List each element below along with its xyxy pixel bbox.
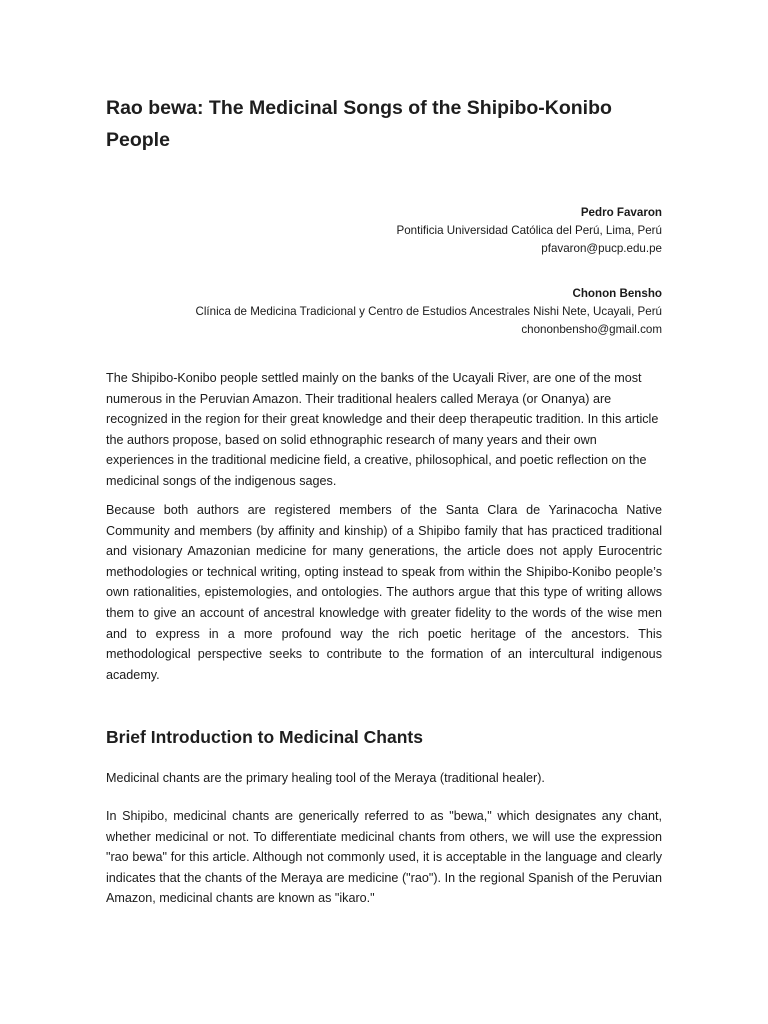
body-paragraph-2: In Shipibo, medicinal chants are generically referred to as "bewa," which designates any chant, whether medicinal or not. To differentiate medicinal chants from others, we will use the expression "rao bewa" for this article. Although not commonly used, it is acceptable in the language and clearly indicates that the chants of the Meraya are medicine ("rao"). In the regional Spanish of the Peruvian Amazon, medicinal chants are known as "ikaro." [106, 809, 662, 906]
author-block-1 [106, 204, 662, 258]
author-affiliation: Clínica de Medicina Tradicional y Centro de Estudios Ancestrales Nishi Nete, Ucayali, Perú [195, 305, 662, 318]
abstract-paragraph-1: The Shipibo-Konibo people settled mainly on the banks of the Ucayali River, are one of the most numerous in the Peruvian Amazon. Their traditional healers called Meraya (or Onanya) are recognized in the region for their great knowledge and their deep therapeutic tradition. In this article the authors propose, based on solid ethnographic research of many years and their own experiences in the traditional medicine field, a creative, philosophical, and poetic reflection on the medicinal songs of the indigenous sages. [106, 371, 659, 488]
author-email: pfavaron@pucp.edu.pe [541, 242, 662, 255]
section-heading: Brief Introduction to Medicinal Chants [106, 727, 423, 747]
abstract-paragraph-2: Because both authors are registered members of the Santa Clara de Yarinacocha Native Community and members (by affinity and kinship) of a Shipibo family that has practiced traditional and visionary Amazonian medicine for many generations, the article does not apply Eurocentric methodologies or technical writing, opting instead to speak from within the Shipibo-Konibo people’s own rationalities, epistemologies, and ontologies. The authors argue that this type of writing allows them to give an account of ancestral knowledge with greater fidelity to the words of the wise men and to express in a more profound way the rich poetic heritage of the ancestors. This methodological perspective seeks to contribute to the formation of an intercultural indigenous academy. [106, 503, 662, 682]
author-name: Chonon Bensho [572, 287, 662, 300]
author-name: Pedro Favaron [580, 206, 662, 219]
author-affiliation: Pontificia Universidad Católica del Perú, Lima, Perú [396, 224, 662, 237]
paper-title: Rao bewa: The Medicinal Songs of the Shipibo-Konibo People [106, 97, 612, 151]
author-block-2 [106, 285, 662, 339]
body-paragraph-1: Medicinal chants are the primary healing tool of the Meraya (traditional healer). [106, 771, 545, 785]
author-email: chononbensho@gmail.com [521, 323, 662, 336]
